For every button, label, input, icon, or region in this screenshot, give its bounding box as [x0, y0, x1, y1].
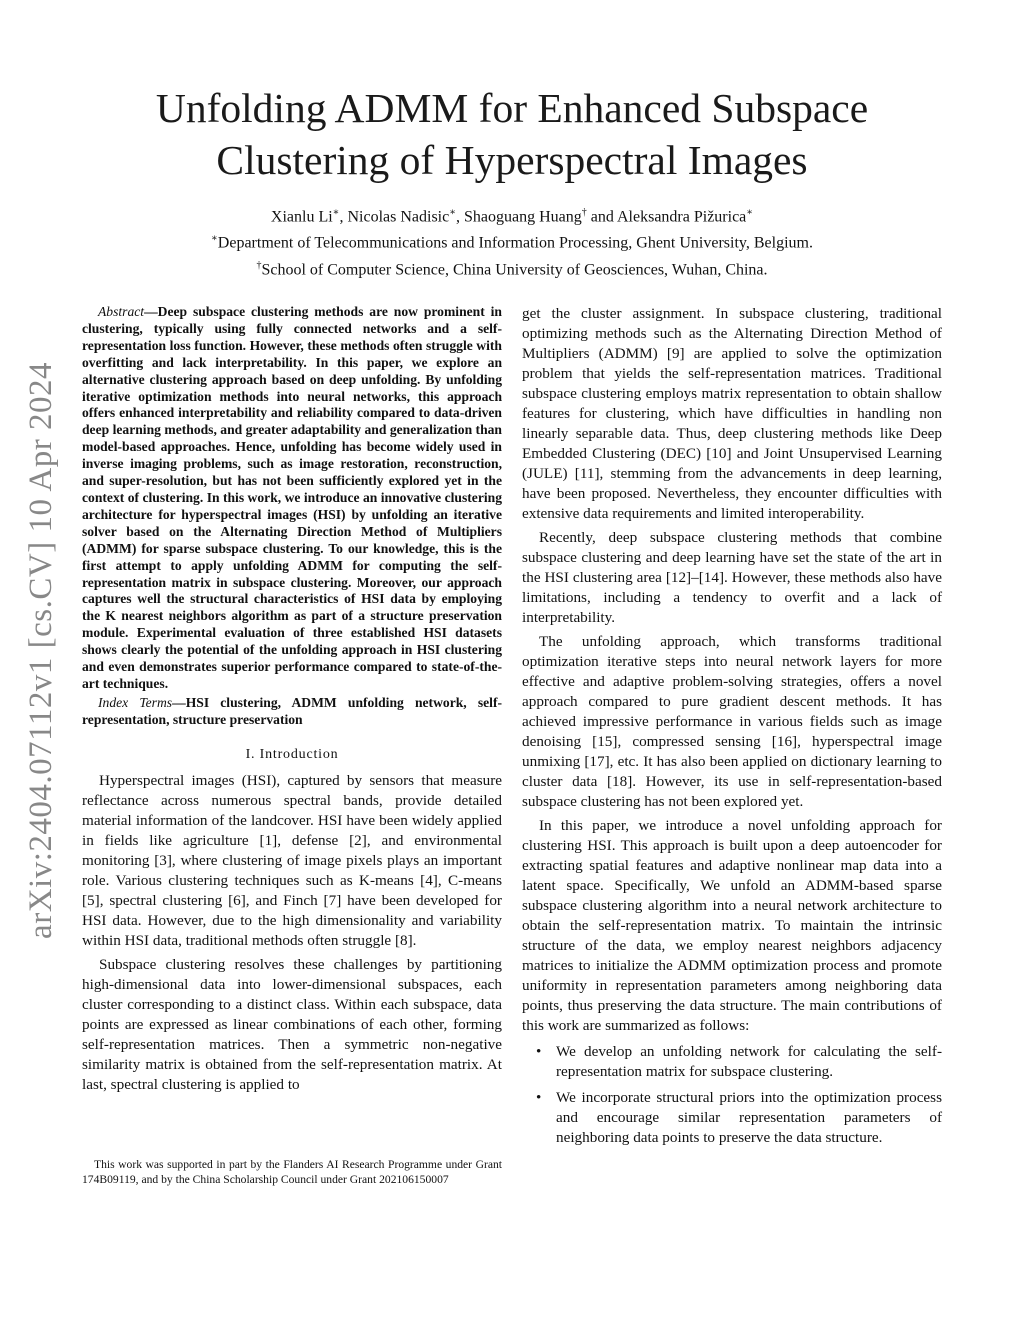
affiliation-2: †School of Computer Science, China University of Geosciences, Wuhan, China. — [256, 259, 768, 278]
affiliation-1: ∗Department of Telecommunications and Information Processing, Ghent University, Belgium. — [211, 233, 813, 252]
author-2: , Nicolas Nadisic — [339, 208, 450, 226]
paragraph: In this paper, we introduce a novel unfolding approach for clustering HSI. This approach is built upon a deep autoencoder for extracting spatial features and adaptive nonlinear map data into a latent space. Specifically, We unfold an ADMM-based sparse subspace clustering algorithm into a neural network architecture to obtain the self-representation matrix. To maintain the intrinsic structure of the data, we employ nearest neighbors adjacency matrices to initialize the ADMM optimization process and promote uniformity in representation parameters among neighboring data points, thus preserving the data structure. The main contributions of this work are summarized as follows: — [522, 817, 942, 1034]
index-terms-text: —HSI clustering, ADMM unfolding network, self-representation, structure preservation — [82, 694, 502, 727]
arxiv-identifier-stamp — [18, 350, 64, 950]
author-3: , Shaoguang Huang — [456, 208, 582, 226]
arxiv-identifier-text: arXiv:2404.07112v1 [cs.CV] 10 Apr 2024 — [22, 361, 59, 939]
affil-mark-star: ∗ — [332, 207, 340, 218]
author-names — [90, 202, 934, 228]
paper-title — [90, 82, 934, 186]
left-column — [82, 304, 502, 1095]
bullet-icon: • — [536, 1043, 542, 1060]
abstract-text: —Deep subspace clustering methods are now prominent in clustering, typically using fully connected networks and a self-representation loss function. However, these methods often struggle with overfitting and lack interpretability. In this paper, we explore an alternative clustering approach based on deep unfolding. By unfolding iterative optimization methods into neural networks, this approach offers enhanced interpretability and reliability compared to data-driven deep learning methods, and greater adaptability and generalization than model-based approaches. Hence, unfolding has become widely used in inverse imaging problems, such as image restoration, reconstruction, and super-resolution, but has not been sufficiently explored yet in the context of clustering. In this work, we introduce an innovative clustering architecture for hyperspectral images (HSI) by unfolding an iterative solver based on the Alternating Direction Method of Multipliers (ADMM) for sparse subspace clustering. To our knowledge, this is the first attempt to apply unfolding ADMM for computing the self-representation matrix in subspace clustering. Moreover, our approach captures well the structural characteristics of HSI data by employing the K nearest neighbors algorithm as part of a structure preservation module. Experimental evaluation of three established HSI datasets shows clearly the potential of the unfolding approach in HSI clustering and even demonstrates superior performance compared to state-of-the-art techniques. — [82, 304, 502, 691]
contributions-list — [522, 1042, 942, 1148]
bullet-icon: • — [536, 1089, 542, 1106]
title-line-1: Unfolding ADMM for Enhanced Subspace — [155, 85, 869, 131]
paragraph: get the cluster assignment. In subspace clustering, traditional optimizing methods such as the Alternating Direction Method of Multipliers (ADMM) [9] are applied to solve the optimization problem that yields the self-representation matrices. Traditional subspace clustering employs matrix representation to obtain shallow features for clustering, which have difficulties in handling non linearly separable data. Thus, deep clustering methods like Deep Embedded Clustering (DEC) [10] and Joint Unsupervised Learning (JULE) [11], stemming from the advancements in deep learning, have been proposed. Nevertheless, they encounter difficulties with extensive data requirements and limited interoperability. — [522, 305, 942, 522]
footnote-funding: This work was supported in part by the Flanders AI Research Programme under Grant 174B09119, and by the China Scholarship Council under Grant 202106150007 — [82, 1158, 502, 1186]
right-column — [522, 304, 942, 1154]
index-terms-label: Index Terms — [98, 694, 173, 710]
paragraph: Subspace clustering resolves these challenges by partitioning high-dimensional data into lower-dimensional subspaces, each cluster corresponding to a distinct class. Within each subspace, data points are expressed as linear combinations of each other, forming self-representation matrices. Then a symmetric non-negative similarity matrix is obtained from the self-representation matrix. At last, spectral clustering is applied to — [82, 955, 502, 1093]
paragraph: The unfolding approach, which transforms traditional optimization iterative steps into neural network layers for more effective and adaptive problem-solving strategies, offers a novel approach compared to pure gradient descent methods. It has achieved impressive performance in various fields such as image denoising [15], compressed sensing [16], hyperspectral image unmixing [17], etc. It has also been applied on dictionary learning to cluster data [18]. However, its use in self-representation-based subspace clustering has not been explored yet. — [522, 633, 942, 810]
title-line-2: Clustering of Hyperspectral Images — [216, 137, 808, 183]
affil-mark-star: ∗ — [211, 233, 218, 245]
affil-mark-dagger: † — [581, 207, 587, 218]
paragraph: Recently, deep subspace clustering methods that combine subspace clustering and deep learning have set the state of the art in the HSI clustering area [12]–[14]. However, these methods also have limitations, including a tendency to overfit and a lack of interpretability. — [522, 529, 942, 626]
index-terms — [82, 695, 502, 729]
list-item: • We develop an unfolding network for calculating the self-representation matrix for subspace clustering. — [536, 1043, 942, 1080]
affil-mark-star: ∗ — [746, 207, 754, 218]
section-heading-introduction: I. Introduction — [245, 746, 339, 762]
author-block — [90, 202, 934, 281]
affil-mark-star: ∗ — [449, 207, 457, 218]
author-4: and Aleksandra Pižurica — [586, 208, 747, 226]
author-1: Xianlu Li — [270, 208, 333, 226]
affil-mark-dagger: † — [256, 259, 262, 271]
paragraph: Hyperspectral images (HSI), captured by sensors that measure reflectance across numerous spectral bands, provide detailed material information of the landcover. HSI have been widely applied in fields like agriculture [1], defense [2], and environmental monitoring [3], where clustering of image pixels plays an important role. Various clustering techniques such as K-means [4], C-means [5], spectral clustering [6], and Finch [7] have been developed for HSI data. However, due to the high dimensionality and variability within HSI data, traditional methods often struggle [8]. — [82, 771, 502, 949]
abstract — [82, 304, 502, 693]
list-item: • We incorporate structural priors into the optimization process and encourage similar representation parameters of neighboring data points to preserve the data structure. — [536, 1089, 942, 1146]
abstract-label: Abstract — [98, 304, 145, 319]
